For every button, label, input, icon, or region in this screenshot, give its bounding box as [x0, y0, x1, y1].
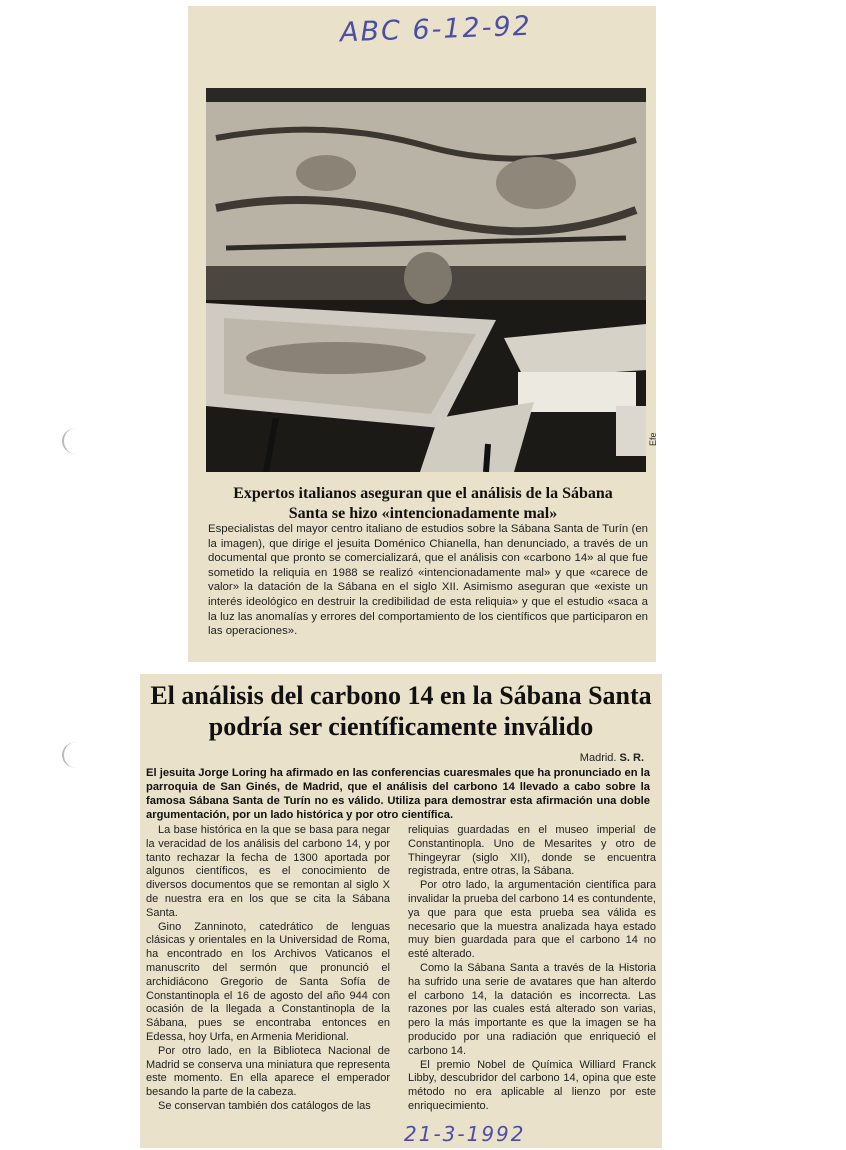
clipping-bottom: [140, 674, 662, 1148]
photo-caption-body: Especialistas del mayor centro italiano de estudios sobre la Sábana Santa de Turín (en la imagen), que dirige el jesuita Doménico Chianella, han denunciado, a través de un documental que pronto se comercializará, que el análisis con «carbono 14» al que fue sometido la reliquia en 1988 se realizó «intencionadamente mal» y que «carece de valor» la datación de la Sábana en el siglo XII. Asimismo aseguran que «existe un interés ideológico en destruir la credibilidad de esta reliquia» y que el estudio «saca a la luz las anomalías y errores del comportamiento de los científicos que participaron en las operaciones».: [208, 523, 648, 638]
binder-hole: [62, 742, 90, 768]
paragraph: Se conservan también dos catálogos de las: [158, 1099, 371, 1112]
article-lead: El jesuita Jorge Loring ha afirmado en las conferencias cuaresmales que ha pronunciado en la parroquia de San Ginés, de Madrid, que el análisis del carbono 14 llevado a cabo sobre la famosa Sábana Santa de Turín no es válido. Utiliza para demostrar esta afirmación una doble argumentación, por un lado histórica y por otro científica.: [146, 767, 650, 821]
paragraph: La base histórica en la que se basa para negar la veracidad de los análisis del carbono 14, y por tanto rechazar la fecha de 1300 aportada por algunos científicos, es el conocimiento de diversos documentos que se remontan al siglo X de nuestra era en los que se cita la Sábana Santa.: [146, 824, 390, 919]
handwritten-date-bottom: 21-3-1992: [404, 1122, 526, 1146]
article-headline: El análisis del carbono 14 en la Sábana Santa podría ser científicamente inválido: [150, 681, 652, 741]
paragraph: El premio Nobel de Química Williard Franck Libby, descubridor del carbono 14, opina que este método no era aplicable al lienzo por este enriquecimiento.: [408, 1058, 656, 1112]
photo-headline: Expertos italianos aseguran que el análisis de la Sábana Santa se hizo «intencionadamente mal»: [233, 485, 613, 522]
paragraph: reliquias guardadas en el museo imperial de Constantinopla. Uno de Mesarites y otro de Thingeyrar (siglo XII), donde se encuentra registrada, entre otras, la Sábana.: [408, 824, 656, 878]
byline-author: S. R.: [619, 752, 644, 764]
photo-credit: Efe: [648, 432, 658, 446]
paragraph: Por otro lado, en la Biblioteca Nacional de Madrid se conserva una miniatura que representa este momento. En ella aparece el emperador besando la parte de la cabeza.: [146, 1044, 390, 1099]
shroud-photo: [206, 88, 646, 472]
handwritten-date-top: ABC 6-12-92: [339, 10, 533, 49]
clipping-top: [188, 6, 656, 662]
article-column-right: [408, 824, 656, 1114]
paragraph: Como la Sábana Santa a través de la Historia ha sufrido una serie de avatares que han alterdo el carbono 14, la datación es incorrecta. Las razones por las cuales está alterado son varias, pero la más importante es que la imagen se ha producido por una radiación que enriqueció el carbono 14.: [408, 961, 656, 1057]
byline-place: Madrid.: [579, 752, 617, 764]
article-column-left: [146, 824, 390, 1114]
article-byline: [580, 752, 644, 764]
paragraph: Gino Zanninoto, catedrático de lenguas clásicas y orientales en la Universidad de Roma, ha encontrado en los Archivos Vaticanos el manuscrito del sermón que pronunció el archidiácono Gregorio de Santa Sofía de Constantinopla el 16 de agosto del año 944 con ocasión de la llegada a Constantinopla de la Sábana, pues se encontraba entonces en Edessa, hoy Urfa, en Armenia Meridional.: [146, 920, 390, 1043]
shroud-photo-image: [206, 88, 646, 472]
binder-hole: [62, 428, 90, 454]
paragraph: Por otro lado, la argumentación científica para invalidar la prueba del carbono 14 es contundente, ya que para que esta prueba sea válida es necesario que la muestra analizada haya estado muy bien guardada para que el carbono 14 no esté alterado.: [408, 879, 656, 961]
